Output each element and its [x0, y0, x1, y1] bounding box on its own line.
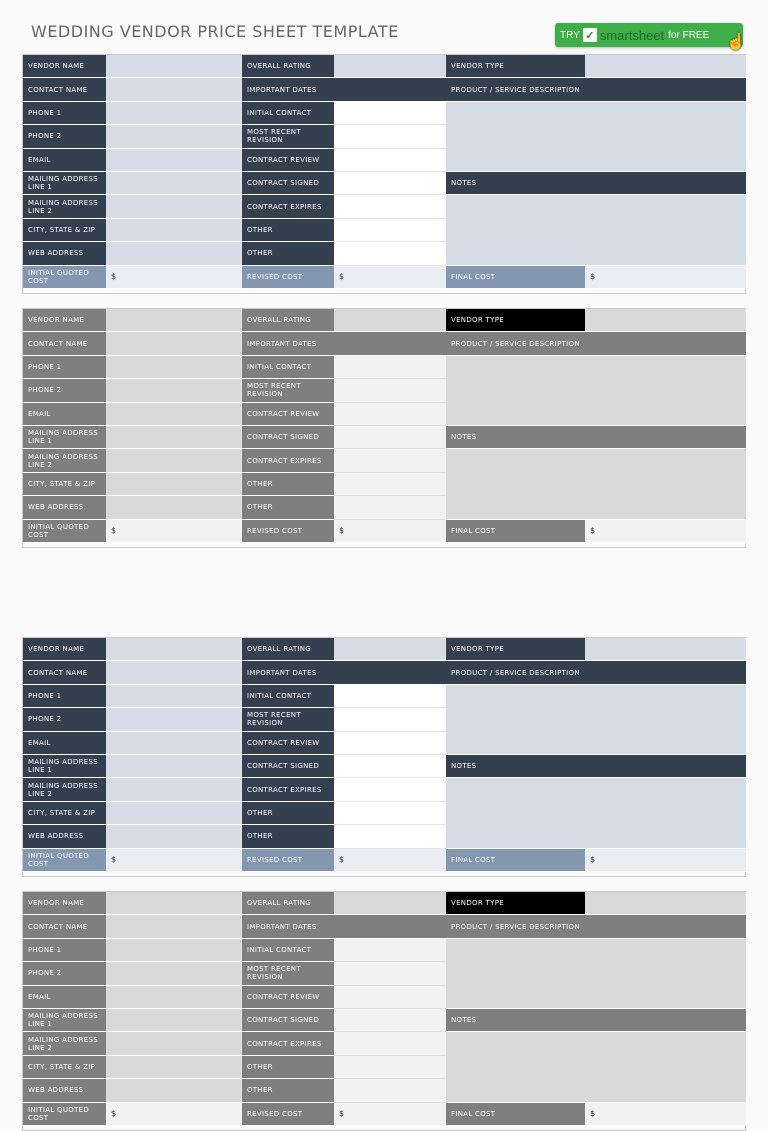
contract-signed-label: CONTRACT SIGNED	[242, 426, 334, 449]
important-dates-header: IMPORTANT DATES	[242, 661, 446, 684]
vendor-type-label: VENDOR TYPE	[446, 55, 585, 78]
vendor-name-label: VENDOR NAME	[23, 892, 106, 915]
final-cost-field[interactable]: $	[585, 266, 746, 289]
revised-cost-label: REVISED COST	[242, 1103, 334, 1126]
overall-rating-field[interactable]	[334, 309, 446, 332]
vendor-name-field[interactable]	[106, 55, 242, 78]
most-recent-revision-field[interactable]	[334, 962, 446, 985]
contract-review-label: CONTRACT REVIEW	[242, 986, 334, 1009]
most-recent-revision-label: MOST RECENT REVISION	[242, 125, 334, 148]
notes-header: NOTES	[446, 1009, 746, 1032]
vendor-grid	[23, 638, 745, 876]
vendor-grid	[23, 309, 745, 547]
contract-expires-field[interactable]	[334, 778, 446, 801]
other-label-2: OTHER	[242, 1079, 334, 1102]
vendor-sheet-1	[22, 54, 746, 294]
contract-expires-field[interactable]	[334, 195, 446, 218]
mailing-address-2-field[interactable]	[106, 1032, 242, 1055]
other-label-1: OTHER	[242, 802, 334, 825]
contact-name-field[interactable]	[106, 915, 242, 938]
vendor-name-field[interactable]	[106, 892, 242, 915]
notes-field[interactable]	[446, 449, 746, 519]
mailing-address-2-field[interactable]	[106, 449, 242, 472]
initial-contact-field[interactable]	[334, 356, 446, 379]
web-address-label: WEB ADDRESS	[23, 1079, 106, 1102]
product-description-field[interactable]	[446, 356, 746, 426]
mailing-address-1-field[interactable]	[106, 172, 242, 195]
initial-quoted-cost-field[interactable]: $	[106, 1103, 242, 1126]
phone1-label: PHONE 1	[23, 356, 106, 379]
overall-rating-label: OVERALL RATING	[242, 309, 334, 332]
vendor-name-label: VENDOR NAME	[23, 638, 106, 661]
contact-name-label: CONTACT NAME	[23, 915, 106, 938]
final-cost-label: FINAL COST	[446, 849, 585, 872]
mailing-address-1-label: MAILING ADDRESS LINE 1	[23, 1009, 106, 1032]
phone1-field[interactable]	[106, 939, 242, 962]
mailing-address-1-field[interactable]	[106, 755, 242, 778]
smartsheet-cta-button[interactable]	[555, 23, 746, 51]
initial-contact-label: INITIAL CONTACT	[242, 685, 334, 708]
notes-header: NOTES	[446, 172, 746, 195]
cta-try-text: TRY	[560, 29, 580, 41]
mailing-address-1-field[interactable]	[106, 1009, 242, 1032]
vendor-grid	[23, 892, 745, 1130]
phone2-field[interactable]	[106, 379, 242, 402]
other-label-1: OTHER	[242, 473, 334, 496]
contract-review-field[interactable]	[334, 149, 446, 172]
email-field[interactable]	[106, 732, 242, 755]
contract-review-label: CONTRACT REVIEW	[242, 403, 334, 426]
mailing-address-2-field[interactable]	[106, 778, 242, 801]
phone2-label: PHONE 2	[23, 708, 106, 731]
product-description-header: PRODUCT / SERVICE DESCRIPTION	[446, 78, 746, 101]
phone1-field[interactable]	[106, 356, 242, 379]
final-cost-label: FINAL COST	[446, 520, 585, 543]
other-label-1: OTHER	[242, 1056, 334, 1079]
final-cost-field[interactable]: $	[585, 1103, 746, 1126]
other-label-1: OTHER	[242, 219, 334, 242]
overall-rating-label: OVERALL RATING	[242, 55, 334, 78]
vendor-sheet-2	[22, 308, 746, 548]
most-recent-revision-field[interactable]	[334, 708, 446, 731]
overall-rating-field[interactable]	[334, 638, 446, 661]
contract-expires-label: CONTRACT EXPIRES	[242, 778, 334, 801]
mailing-address-1-label: MAILING ADDRESS LINE 1	[23, 426, 106, 449]
other-field-2[interactable]	[334, 242, 446, 265]
contract-review-field[interactable]	[334, 986, 446, 1009]
overall-rating-label: OVERALL RATING	[242, 892, 334, 915]
initial-contact-label: INITIAL CONTACT	[242, 102, 334, 125]
city-state-zip-label: CITY, STATE & ZIP	[23, 473, 106, 496]
phone2-label: PHONE 2	[23, 379, 106, 402]
contract-review-field[interactable]	[334, 403, 446, 426]
web-address-field[interactable]	[106, 825, 242, 848]
product-description-field[interactable]	[446, 102, 746, 172]
city-state-zip-label: CITY, STATE & ZIP	[23, 802, 106, 825]
revised-cost-label: REVISED COST	[242, 266, 334, 289]
notes-header: NOTES	[446, 755, 746, 778]
pointer-cursor-icon: ☝	[726, 34, 746, 51]
email-field[interactable]	[106, 986, 242, 1009]
contact-name-field[interactable]	[106, 661, 242, 684]
vendor-type-field[interactable]	[585, 892, 746, 915]
final-cost-label: FINAL COST	[446, 1103, 585, 1126]
most-recent-revision-field[interactable]	[334, 379, 446, 402]
city-state-zip-field[interactable]	[106, 802, 242, 825]
city-state-zip-label: CITY, STATE & ZIP	[23, 1056, 106, 1079]
phone1-label: PHONE 1	[23, 685, 106, 708]
initial-quoted-cost-field[interactable]: $	[106, 849, 242, 872]
mailing-address-2-label: MAILING ADDRESS LINE 2	[23, 195, 106, 218]
contact-name-field[interactable]	[106, 78, 242, 101]
email-label: EMAIL	[23, 986, 106, 1009]
vendor-grid	[23, 55, 745, 293]
email-label: EMAIL	[23, 149, 106, 172]
mailing-address-2-label: MAILING ADDRESS LINE 2	[23, 778, 106, 801]
product-description-field[interactable]	[446, 939, 746, 1009]
revised-cost-field[interactable]: $	[334, 849, 446, 872]
vendor-name-field[interactable]	[106, 638, 242, 661]
vendor-type-field[interactable]	[585, 638, 746, 661]
other-label-2: OTHER	[242, 496, 334, 519]
contract-signed-label: CONTRACT SIGNED	[242, 1009, 334, 1032]
initial-contact-label: INITIAL CONTACT	[242, 356, 334, 379]
final-cost-label: FINAL COST	[446, 266, 585, 289]
phone2-label: PHONE 2	[23, 125, 106, 148]
contract-expires-label: CONTRACT EXPIRES	[242, 449, 334, 472]
contract-expires-field[interactable]	[334, 449, 446, 472]
other-field-2[interactable]	[334, 825, 446, 848]
product-description-header: PRODUCT / SERVICE DESCRIPTION	[446, 661, 746, 684]
initial-quoted-cost-field[interactable]: $	[106, 520, 242, 543]
email-field[interactable]	[106, 403, 242, 426]
vendor-type-label: VENDOR TYPE	[446, 892, 585, 915]
overall-rating-field[interactable]	[334, 55, 446, 78]
vendor-type-field[interactable]	[585, 309, 746, 332]
most-recent-revision-label: MOST RECENT REVISION	[242, 962, 334, 985]
revised-cost-field[interactable]: $	[334, 266, 446, 289]
initial-quoted-cost-label: INITIAL QUOTED COST	[23, 520, 106, 543]
notes-field[interactable]	[446, 778, 746, 848]
mailing-address-2-field[interactable]	[106, 195, 242, 218]
important-dates-header: IMPORTANT DATES	[242, 915, 446, 938]
revised-cost-field[interactable]: $	[334, 520, 446, 543]
mailing-address-2-label: MAILING ADDRESS LINE 2	[23, 1032, 106, 1055]
final-cost-field[interactable]: $	[585, 849, 746, 872]
city-state-zip-label: CITY, STATE & ZIP	[23, 219, 106, 242]
other-field-1[interactable]	[334, 473, 446, 496]
product-description-header: PRODUCT / SERVICE DESCRIPTION	[446, 332, 746, 355]
contact-name-label: CONTACT NAME	[23, 661, 106, 684]
phone1-label: PHONE 1	[23, 939, 106, 962]
phone1-field[interactable]	[106, 685, 242, 708]
cta-brand: smartsheet	[599, 27, 665, 43]
web-address-label: WEB ADDRESS	[23, 242, 106, 265]
contract-expires-field[interactable]	[334, 1032, 446, 1055]
contract-expires-label: CONTRACT EXPIRES	[242, 1032, 334, 1055]
vendor-sheet-4	[22, 891, 746, 1131]
page-title: WEDDING VENDOR PRICE SHEET TEMPLATE	[31, 22, 399, 41]
initial-quoted-cost-field[interactable]: $	[106, 266, 242, 289]
phone1-field[interactable]	[106, 102, 242, 125]
initial-contact-field[interactable]	[334, 102, 446, 125]
contract-signed-label: CONTRACT SIGNED	[242, 755, 334, 778]
vendor-name-field[interactable]	[106, 309, 242, 332]
city-state-zip-field[interactable]	[106, 219, 242, 242]
revised-cost-field[interactable]: $	[334, 1103, 446, 1126]
vendor-name-label: VENDOR NAME	[23, 55, 106, 78]
other-field-1[interactable]	[334, 802, 446, 825]
phone2-field[interactable]	[106, 708, 242, 731]
notes-field[interactable]	[446, 195, 746, 265]
phone2-field[interactable]	[106, 962, 242, 985]
contract-expires-label: CONTRACT EXPIRES	[242, 195, 334, 218]
mailing-address-1-field[interactable]	[106, 426, 242, 449]
check-icon: ✓	[583, 28, 597, 42]
product-description-header: PRODUCT / SERVICE DESCRIPTION	[446, 915, 746, 938]
contract-signed-field[interactable]	[334, 426, 446, 449]
important-dates-header: IMPORTANT DATES	[242, 78, 446, 101]
other-field-1[interactable]	[334, 1056, 446, 1079]
phone2-label: PHONE 2	[23, 962, 106, 985]
contract-signed-field[interactable]	[334, 1009, 446, 1032]
web-address-label: WEB ADDRESS	[23, 825, 106, 848]
overall-rating-label: OVERALL RATING	[242, 638, 334, 661]
most-recent-revision-label: MOST RECENT REVISION	[242, 708, 334, 731]
web-address-field[interactable]	[106, 496, 242, 519]
mailing-address-2-label: MAILING ADDRESS LINE 2	[23, 449, 106, 472]
cta-suffix: for FREE	[668, 29, 710, 41]
contract-review-field[interactable]	[334, 732, 446, 755]
important-dates-header: IMPORTANT DATES	[242, 332, 446, 355]
product-description-field[interactable]	[446, 685, 746, 755]
revised-cost-label: REVISED COST	[242, 849, 334, 872]
vendor-type-field[interactable]	[585, 55, 746, 78]
most-recent-revision-field[interactable]	[334, 125, 446, 148]
email-field[interactable]	[106, 149, 242, 172]
most-recent-revision-label: MOST RECENT REVISION	[242, 379, 334, 402]
email-label: EMAIL	[23, 403, 106, 426]
web-address-field[interactable]	[106, 1079, 242, 1102]
other-field-2[interactable]	[334, 1079, 446, 1102]
contract-review-label: CONTRACT REVIEW	[242, 149, 334, 172]
initial-contact-label: INITIAL CONTACT	[242, 939, 334, 962]
city-state-zip-field[interactable]	[106, 1056, 242, 1079]
vendor-type-label: VENDOR TYPE	[446, 638, 585, 661]
contract-signed-field[interactable]	[334, 172, 446, 195]
initial-quoted-cost-label: INITIAL QUOTED COST	[23, 266, 106, 289]
vendor-sheet-3	[22, 637, 746, 877]
initial-quoted-cost-label: INITIAL QUOTED COST	[23, 849, 106, 872]
web-address-label: WEB ADDRESS	[23, 496, 106, 519]
contact-name-label: CONTACT NAME	[23, 78, 106, 101]
contact-name-label: CONTACT NAME	[23, 332, 106, 355]
initial-quoted-cost-label: INITIAL QUOTED COST	[23, 1103, 106, 1126]
city-state-zip-field[interactable]	[106, 473, 242, 496]
other-field-2[interactable]	[334, 496, 446, 519]
email-label: EMAIL	[23, 732, 106, 755]
contact-name-field[interactable]	[106, 332, 242, 355]
initial-contact-field[interactable]	[334, 685, 446, 708]
final-cost-field[interactable]: $	[585, 520, 746, 543]
overall-rating-field[interactable]	[334, 892, 446, 915]
mailing-address-1-label: MAILING ADDRESS LINE 1	[23, 755, 106, 778]
web-address-field[interactable]	[106, 242, 242, 265]
notes-header: NOTES	[446, 426, 746, 449]
vendor-name-label: VENDOR NAME	[23, 309, 106, 332]
contract-review-label: CONTRACT REVIEW	[242, 732, 334, 755]
other-field-1[interactable]	[334, 219, 446, 242]
other-label-2: OTHER	[242, 242, 334, 265]
other-label-2: OTHER	[242, 825, 334, 848]
vendor-type-label: VENDOR TYPE	[446, 309, 585, 332]
initial-contact-field[interactable]	[334, 939, 446, 962]
phone2-field[interactable]	[106, 125, 242, 148]
notes-field[interactable]	[446, 1032, 746, 1102]
revised-cost-label: REVISED COST	[242, 520, 334, 543]
contract-signed-label: CONTRACT SIGNED	[242, 172, 334, 195]
mailing-address-1-label: MAILING ADDRESS LINE 1	[23, 172, 106, 195]
contract-signed-field[interactable]	[334, 755, 446, 778]
phone1-label: PHONE 1	[23, 102, 106, 125]
